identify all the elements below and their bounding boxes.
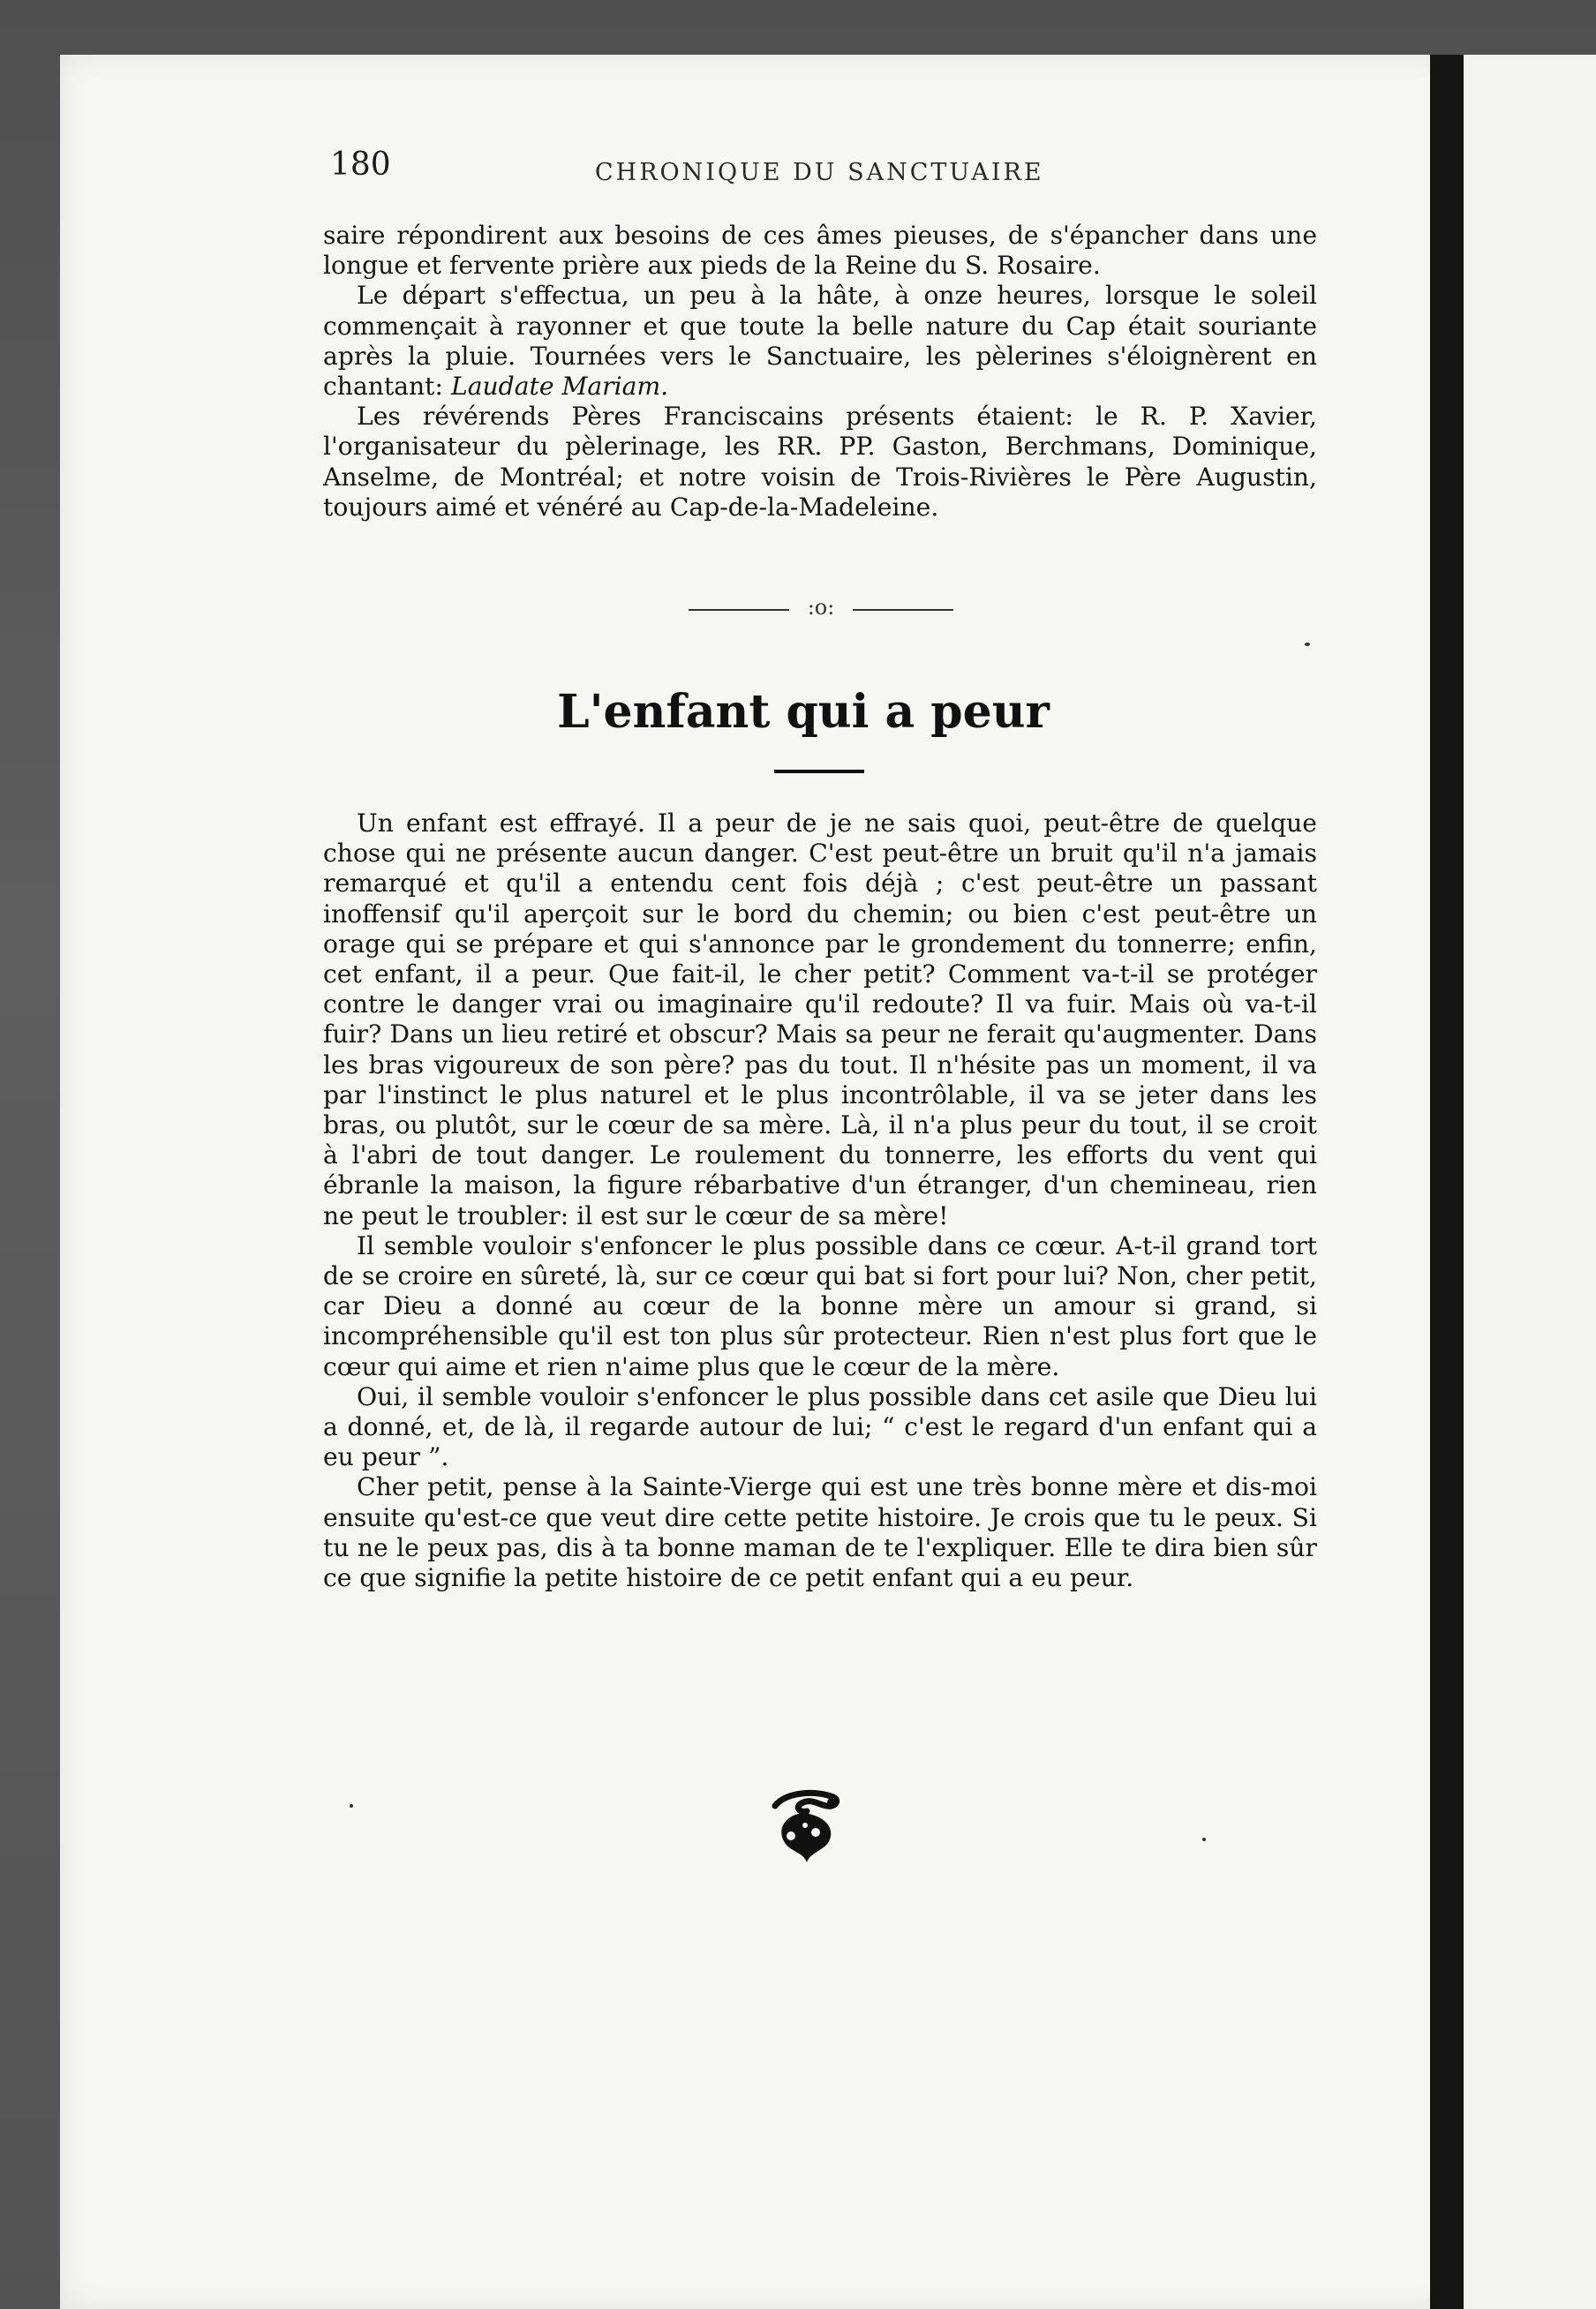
paragraph: Oui, il semble vouloir s'enfoncer le plus possible dans cet asile que Dieu lui a donné, et, de là, il regarde autour de lui; “ c'est le regard d'un enfant qui a eu peur ”. — [323, 1381, 1317, 1472]
article-title: L'enfant qui a peur — [557, 684, 1050, 739]
book-gutter — [1430, 55, 1464, 2309]
paragraph: Il semble vouloir s'enfoncer le plus possible dans ce cœur. A-t-il grand tort de se croire en sûreté, là, sur ce cœur qui bat si fort pour lui? Non, cher petit, car Dieu a donné au cœur de la bonne mère un amour si grand, si incompréhensible qu'il est ton plus sûr protecteur. Rien n'est plus fort que le cœur qui aime et rien n'aime plus que le cœur de la mère. — [323, 1230, 1317, 1381]
paragraph: saire répondirent aux besoins de ces âmes pieuses, de s'épancher dans une longue et fervente prière aux pieds de la Reine du S. Rosaire. — [323, 221, 1317, 281]
scan-speck — [350, 1804, 353, 1808]
divider-rule-right — [853, 609, 953, 611]
page-header — [330, 147, 1317, 189]
title-underline — [774, 770, 864, 773]
paragraph — [323, 281, 1317, 402]
facing-page-edge — [1464, 55, 1596, 2309]
continued-article — [323, 221, 1317, 523]
paragraph: Cher petit, pense à la Sainte-Vierge qui est une très bonne mère et dis-moi ensuite qu'est-ce que veut dire cette petite histoire. Je crois que tu le peux. Si tu ne le peux pas, dis à ta bonne maman de te l'expliquer. Elle te dira bien sûr ce que signifie la petite histoire de ce petit enfant qui a eu peur. — [323, 1472, 1317, 1593]
italic-hymn-title: Laudate Mariam. — [450, 372, 669, 402]
article-body — [323, 809, 1317, 1593]
paragraph: Un enfant est effrayé. Il a peur de je ne sais quoi, peut-être de quelque chose qui ne présente aucun danger. C'est peut-être un bruit qu'il n'a jamais remarqué et qu'il a entendu cent fois déjà ; c'est peut-être un passant inoffensif qu'il aperçoit sur le bord du chemin; ou bien c'est peut-être un orage qui se prépare et qui s'annonce par le grondement du tonnerre; enfin, cet enfant, il a peur. Que fait-il, le cher petit? Comment va-t-il se protéger contre le danger vrai ou imaginaire qu'il redoute? Il va fuir. Mais où va-t-il fuir? Dans un lieu retiré et obscur? Mais sa peur ne ferait qu'augmenter. Dans les bras vigoureux de son père? pas du tout. Il n'hésite pas un moment, il va par l'instinct le plus naturel et le plus incontrôlable, il va se jeter dans les bras, ou plutôt, sur le cœur de sa mère. Là, il n'a plus peur du tout, il se croit à l'abri de tout danger. Le roulement du tonnerre, les efforts du vent qui ébranle la maison, la figure rébarbative d'un étranger, d'un chemineau, rien ne peut le troubler: il est sur le cœur de sa mère! — [323, 809, 1317, 1230]
scan-speck — [1202, 1838, 1206, 1841]
paragraph-text: Le départ s'effectua, un peu à la hâte, à onze heures, lorsque le soleil commençait à rayonner et que toute la belle nature du Cap était souriante après la pluie. Tournées vers le Sanctuaire, les pèlerines s'éloignèrent en chantant: — [323, 281, 1317, 402]
divider-rule-left — [689, 609, 789, 611]
scan-speck — [1305, 643, 1310, 646]
section-divider — [689, 595, 953, 621]
page-number: 180 — [330, 147, 391, 183]
running-head: CHRONIQUE DU SANCTUAIRE — [595, 159, 1044, 186]
divider-mark: :o: — [807, 595, 835, 620]
paragraph: Les révérends Pères Franciscains présents étaient: le R. P. Xavier, l'organisateur du pèlerinage, les RR. PP. Gaston, Berchmans, Dominique, Anselme, de Montréal; et notre voisin de Trois-Rivières le Père Augustin, toujours aimé et vénéré au Cap-de-la-Madeleine. — [323, 402, 1317, 522]
floral-tailpiece-icon — [759, 1786, 853, 1868]
